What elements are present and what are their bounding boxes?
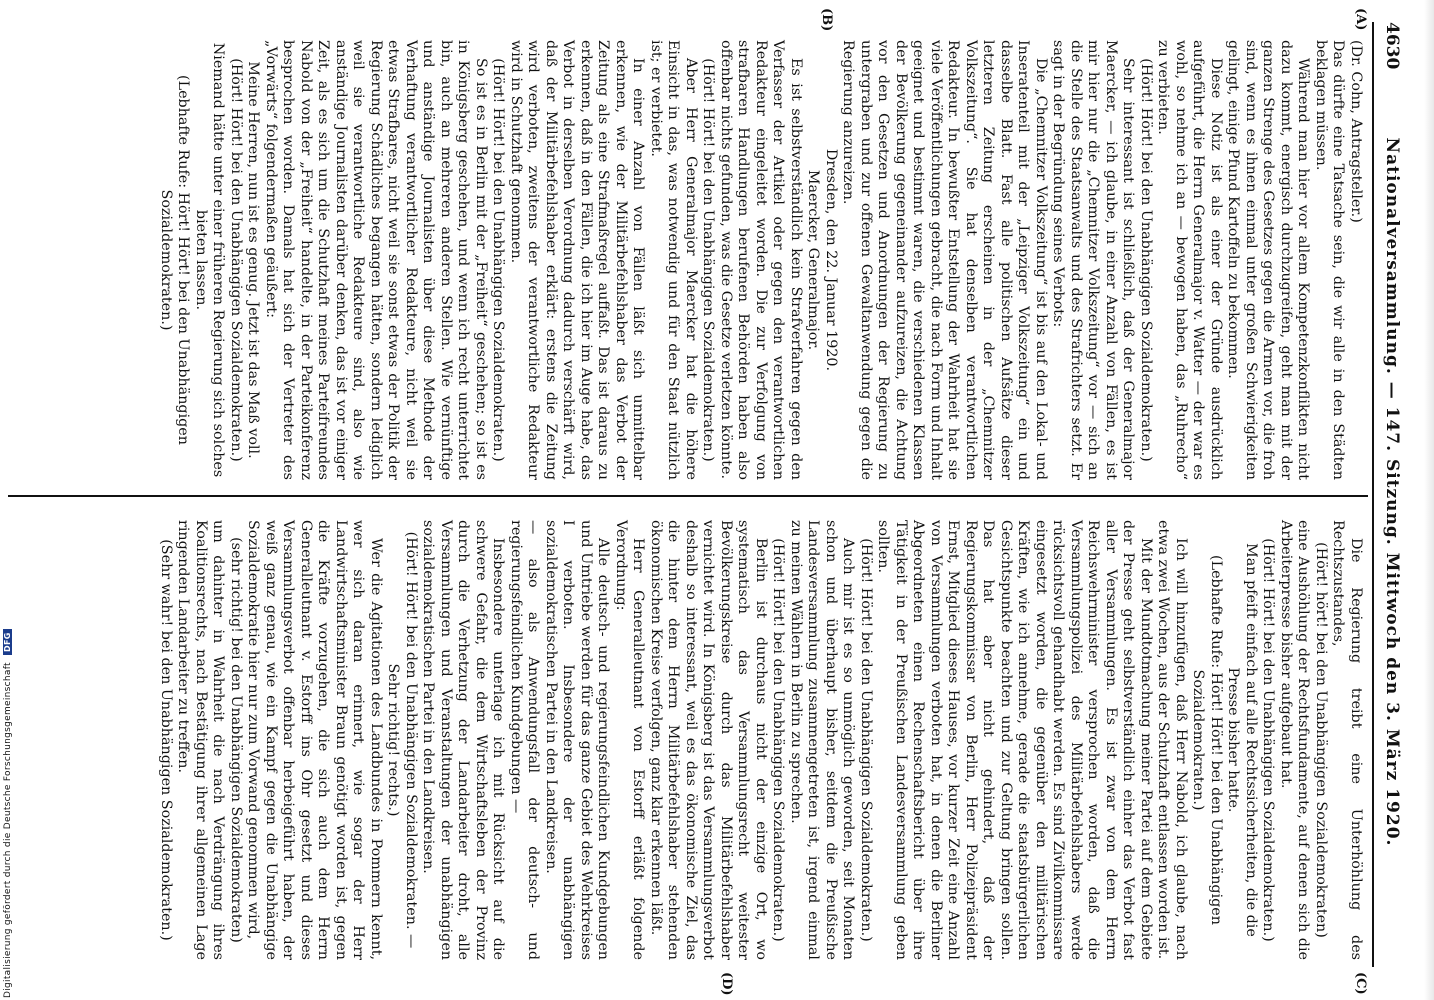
left-column: [157, 40, 1365, 480]
scan-edge-shade: [1424, 0, 1434, 1000]
column-divider: [8, 495, 1368, 497]
left-column-paragraph: (Hört! Hört! bei den Unabhängigen Sozialdemokraten.): [700, 58, 717, 462]
right-column-paragraph: (Hört! Hört! bei den Unabhängigen Sozialdemokraten.): [1260, 538, 1277, 942]
right-column-paragraph: Herr Generalleutnant von Estorff erläßt folgende Verordnung:: [613, 520, 647, 960]
running-title: Nationalversammlung. — 147. Sitzung. Mittwoch den 3. März 1920.: [1382, 137, 1402, 847]
left-column-paragraph: (Dr. Cohn, Antragsteller.): [1348, 40, 1364, 223]
left-column-paragraph: Es ist selbstverständlich kein Strafverfahren gegen den Verfasser der Artikel oder gegen den verantwortlichen Redakteur eingeleitet worden. Die zur Verfolgung von strafbaren Handlungen berufenen Behörden haben also offenbar nichts gefunden, was die Gesetze verletzen könnte.: [718, 40, 804, 480]
right-column-paragraph: (Hört! Hört! bei den Unabhängigen Sozialdemokraten.): [858, 538, 874, 942]
left-column-paragraph: (Hört! Hört! bei den Unabhängigen Sozialdemokraten.): [1138, 58, 1154, 462]
right-column-paragraph: (Sehr wahr! bei den Unabhängigen Sozialdemokraten.): [158, 539, 174, 941]
header-rule: [1372, 22, 1374, 967]
right-column-paragraph: (Hört! Hört! bei den Unabhängigen Sozialdemokraten. — Sehr richtig! rechts.): [385, 531, 419, 949]
left-column-paragraph: Aber Herr Generalmajor Maercker hat die höhere Einsicht in das, was notwendig und für den Staat nützlich ist; er verbietet.: [648, 40, 699, 480]
right-column-paragraph: (Lebhafte Rufe: Hört! Hört! bei den Unabhängigen Sozialdemokraten.): [1190, 555, 1224, 925]
left-column-paragraph: Die „Chemnitzer Volkszeitung“ ist bis auf den Lokal- und Inseratenteil mit der „Leipziger Volkszeitung“ ein und dasselbe Blatt. Fast alle politischen Aufsätze dieser letzteren Zeitung erscheinen in der „Chemnitzer Volkszeitung“. Sie hat denselben verantwortlichen Redakteur. In bewußter Entstellung der Wahrheit hat sie viele Veröffentlichungen gebracht, die nach Form und Inhalt geeignet und bestimmt waren, die verschiedenen Klassen der Bevölkerung gegeneinander aufzureizen, die Achtung vor den Gesetzen und Anordnungen der Regierung zu untergraben und zur offenen Gewaltanwendung gegen die Regierung anzureizen.: [840, 40, 1049, 480]
margin-mark-a: (A): [1353, 8, 1368, 31]
dfg-logo: DFG: [3, 629, 12, 655]
left-column-paragraph: Niemand hätte unter einer früheren Regierung sich solches bieten lassen.: [193, 42, 227, 478]
right-column-paragraph: (Hört! Hört! bei den Unabhängigen Sozialdemokraten.): [770, 538, 787, 942]
right-column-paragraph: Auch mir ist es so unmöglich geworden, seit Monaten schon und überhaupt bisher, seitdem die Preußische Landesversammlung zusammengetreten ist, irgend einmal zu meinen Wählern in Berlin zu sprechen.: [788, 520, 857, 960]
left-column-paragraph: In einer Anzahl von Fällen läßt sich unmittelbar erkennen, wie der Militärbefehlshaber das Verbot der Zeitung als eine Strafmaßregel auffaßt. Das ist daraus zu erkennen, daß in den Fällen, die ich hier im Auge habe, das Verbot in derselben Verordnung dadurch verschärft wird, daß der Militärbefehlshaber erklärt: erstens die Zeitung wird verboten, zweitens der verantwortliche Redakteur wird in Schutzhaft genommen.: [508, 40, 647, 480]
page-header: [1378, 22, 1402, 962]
left-column-paragraph: (Hört! Hört! bei den Unabhängigen Sozialdemokraten.): [228, 58, 244, 462]
left-column-paragraph: Meine Herren, nun ist es genug. Jetzt ist das Maß voll.: [245, 61, 262, 459]
margin-mark-d: (D): [719, 972, 734, 996]
right-column-paragraph: (sehr richtig! bei den Unabhängigen Sozialdemokraten): [228, 537, 244, 943]
right-column: [157, 520, 1365, 960]
margin-mark-b: (B): [819, 8, 834, 32]
right-column-paragraph: Alle deutsch- und regierungsfeindlichen Kundgebungen und Umtriebe werden für das ganze Gebiet des Wehrkreises I verboten. Insbesondere der unabhängigen sozialdemokratischen Partei in den Landkreisen.: [543, 520, 612, 960]
right-column-paragraph: Insbesondere unterlage ich mit Rücksicht auf die schwere Gefahr, die dem Wirtschaftsleben der Provinz durch die Verhetzung der Landarbeiter droht, alle Versammlungen und Veranstaltungen der unabhängigen sozialdemokratischen Partei in den Landkreisen.: [420, 520, 507, 960]
left-column-paragraph: Sehr interessant ist schließlich, daß der Generalmajor Maercker, — ich glaube, in einer Anzahl von Fällen, es ist mir hier nur die „Chemnitzer Volkszeitung“ vor — sich an die Stelle des Staatsanwalts und des Strafrichters setzt. Er sagt in der Begründung seines Verbots:: [1050, 40, 1137, 480]
right-column-paragraph: Berlin ist durchaus nicht der einzige Ort, wo systematisch das Versammlungsrecht weitester Bevölkerungskreise durch das Militärbefehlshaber vernichtet wird. In Königsberg ist das Versammlungsverbot deshalb so interessant, weil es das ökonomische Ziel, das die hinter dem Herrn Militärbefehlshaber stehenden ökonomischen Kreise verfolgen, ganz klar erkennen läßt.: [648, 520, 769, 960]
right-column-paragraph: (Hört! hört! bei den Unabhängigen Sozialdemokraten): [1313, 542, 1329, 938]
right-column-paragraph: — also als Anwendungsfall der deutsch- und regierungsfeindlichen Kundgebungen —: [508, 520, 542, 960]
right-column-paragraph: Wer die Agitationen des Landbundes in Pommern kennt, wer sich daran erinnert, wie sogar der Herr Landwirtschaftsminister Braun genötigt worden ist, gegen die Kräfte vorzugehen, die sich auch dem Herrn Generalleutnant v. Estorff ins Ohr gesetzt und dieses Versammlungsverbot offenbar herbeigeführt haben, der weiß ganz genau, wie ein Kampf gegen die Unabhängige Sozialdemokratie hier nur zum Vorwand genommen wird,: [245, 520, 384, 960]
left-column-paragraph: (Hört! Hört! bei den Unabhängigen Sozialdemokraten.): [490, 58, 507, 462]
right-column-paragraph: Die Regierung treibt eine Unterhöhlung des Rechtszustandes,: [1330, 520, 1364, 960]
left-column-paragraph: Während man hier vor allem Kompetenzkonflikten nicht dazu kommt, energisch durchzugreifen, geht man mit der ganzen Strenge des Gesetzes gegen die Armen vor, die froh sind, wenn es ihnen einmal unter großen Schwierigkeiten gelingt, einige Pfund Kartoffeln zu bekommen.: [1225, 40, 1312, 480]
right-column-paragraph: Man pfeift einfach auf alle Rechtssicherheiten, die die Presse bisher hatte.: [1225, 543, 1259, 937]
right-column-paragraph: Ich will hinzufügen, daß Herr Nabold, ich glaube, nach etwa zwei Wochen, aus der Schutzhaft entlassen worden ist.: [1155, 520, 1189, 960]
left-column-paragraph: So ist es in Berlin mit der „Freiheit“ geschehen; so ist es in Königsberg geschehen, und wenn ich recht unterrichtet bin, auch an mehreren anderen Stellen. Wie vernünftige und anständige Journalisten über diese Methode der Verhaftung verantwortlicher Redakteure, nicht weil sie etwas Strafbares, nicht weil sie sonst etwas der Politik der Regierung Schädliches begangen hätten, sondern lediglich weil sie verantwortliche Redakteure sind, also wie anständige Journalisten darüber denken, das ist vor einiger Zeit, als es sich um die Schutzhaft meines Parteifreundes Nabold von der „Freiheit“ handelte, in der Parteikonferenz besprochen worden. Damals hat sich der Vertreter des „Vorwärts“ folgendermaßen geäußert:: [263, 40, 489, 480]
left-column-paragraph: (Lebhafte Rufe: Hört! Hört! bei den Unabhängigen Sozialdemokraten.): [158, 75, 192, 445]
margin-mark-c: (C): [1353, 972, 1368, 995]
right-column-paragraph: um dahinter in Wahrheit die nach Verdrängung ihres Koalitionsrechts, nach Bestätigung ihrer allgemeinen Lage ringenden Landarbeiter zu treffen.: [175, 520, 227, 960]
left-column-paragraph: Das dürfte eine Tatsache sein, die wir alle in den Städten beklagen müssen.: [1313, 40, 1347, 480]
left-column-paragraph: Diese Notiz ist als einer der Gründe ausdrücklich aufgeführt, die Herrn Generalmajor v. Watter — der war es wohl, so nehme ich an — bewogen haben, das „Ruhrecho“ zu verbieten.: [1155, 40, 1224, 480]
page-number: 4630: [1382, 22, 1402, 70]
left-column-paragraph: Maercker, Generalmajor.: [805, 169, 822, 351]
right-column-paragraph: eine Aushöhlung der Rechtsfundamente, auf denen sich die Arbeiterpresse bisher aufgebaut hat.: [1278, 520, 1312, 960]
left-column-paragraph: Dresden, den 22. Januar 1920.: [823, 148, 839, 372]
digitization-credit: [3, 0, 13, 998]
credit-text: Digitalisierung gefördert durch die Deutsche Forschungsgemeinschaft: [3, 662, 13, 998]
right-column-paragraph: Mit der Mundtotmachung meiner Partei auf dem Gebiete der Presse geht selbstverständlich einher das Verbot fast aller Versammlungen. Es ist zwar von dem Herrn Reichswehrminister versprochen worden, daß die Versammlungspolizei des Militärbefehlshabers werde rücksichtsvoll gehandhabt werden. Es sind Zivilkommissare eingesetzt worden, die gegenüber den militärischen Kräften, wie ich annehme, gerade die staatsbürgerlichen Gesichtspunkte beachten und zur Geltung bringen sollen. Das hat aber nicht gehindert, daß der Regierungskommissar von Berlin, Herr Polizeipräsident Ernst, Mitglied dieses Hauses, vor kurzer Zeit eine Anzahl von Versammlungen verboten hat, in denen die Berliner Abgeordneten einen Rechenschaftsbericht über ihre Tätigkeit in der Preußischen Landesversammlung geben sollten.: [875, 520, 1154, 960]
